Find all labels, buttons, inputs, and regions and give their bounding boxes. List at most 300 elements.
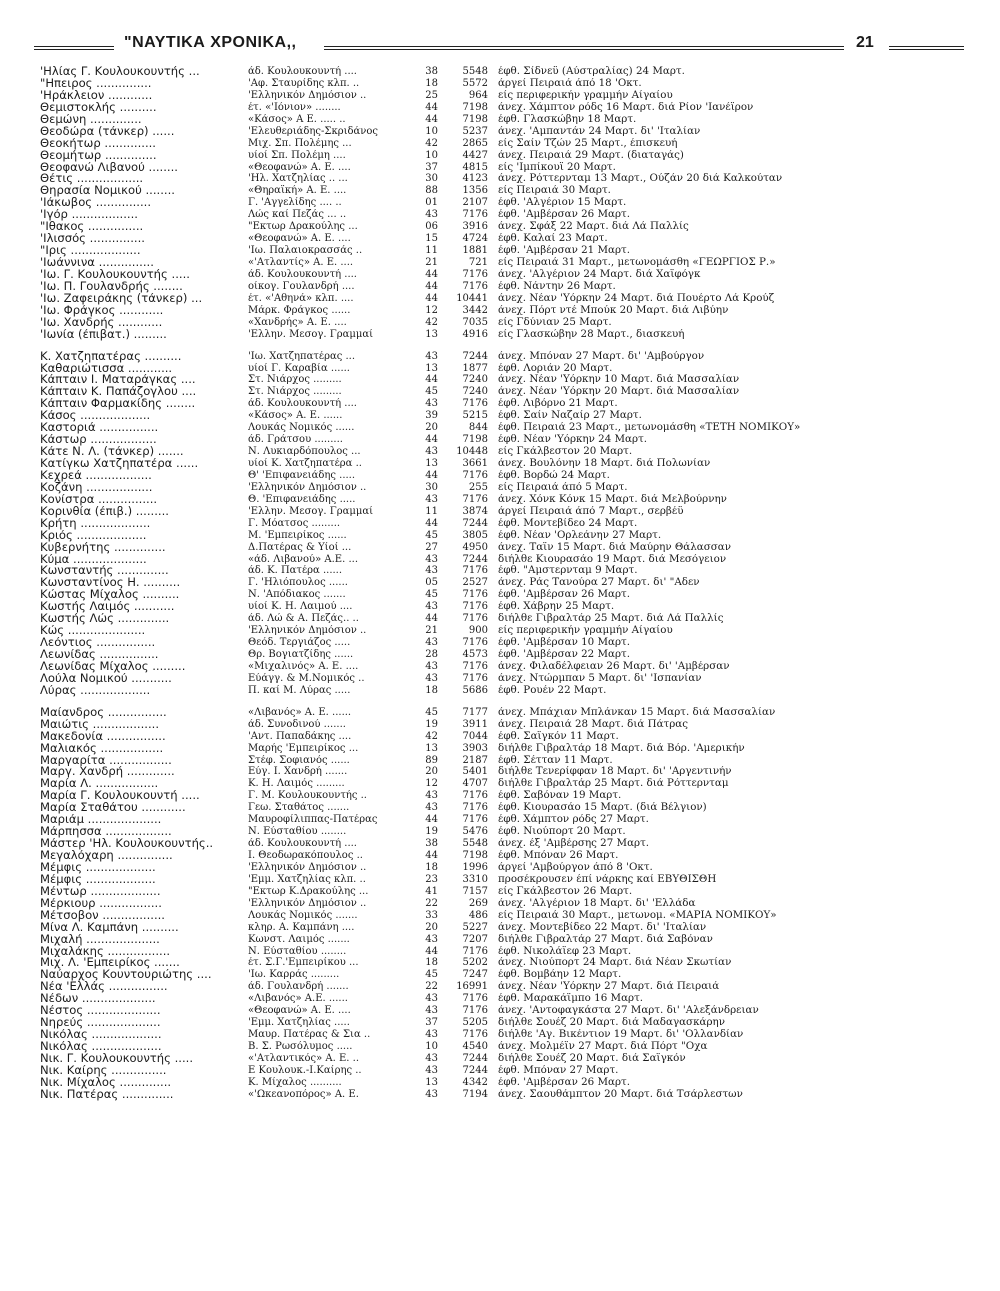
tonnage: 269 xyxy=(468,897,488,909)
movement-status: άνεχ. Χάμπτον ρόδς 16 Μαρτ. διά Ρίον 'Ιανέϊρον xyxy=(498,101,754,113)
table-row xyxy=(40,1029,990,1041)
owner: «Λιβανός» Α.Ε. ...... xyxy=(248,993,348,1005)
owner: υίοί Κ. Χατζηπατέρα .. xyxy=(248,458,362,469)
ship-name: Μαίανδρος ................ xyxy=(40,706,167,719)
ship-name: 'Ιω. Χανδρής ............ xyxy=(40,316,163,329)
build-year: 22 xyxy=(425,981,438,993)
build-year: 44 xyxy=(425,945,438,957)
tonnage: 7176 xyxy=(462,1029,488,1041)
table-row xyxy=(40,625,990,637)
header-rule-middle xyxy=(324,46,844,50)
build-year: 44 xyxy=(425,280,438,292)
owner: Μαυροφίλιππας-Πατέρας xyxy=(248,814,378,826)
table-row xyxy=(40,874,990,886)
table-row xyxy=(40,707,990,719)
movement-status: έφθ. Νέαν 'Ορλεάνην 27 Μαρτ. xyxy=(498,529,662,541)
table-row xyxy=(40,197,990,209)
ship-name: Κωνσταντής .............. xyxy=(40,565,169,578)
table-row xyxy=(40,1053,990,1065)
tonnage: 2187 xyxy=(462,754,488,766)
owner: κληρ. Α. Καμπάνη .... xyxy=(248,921,355,933)
table-row xyxy=(40,482,990,494)
build-year: 10 xyxy=(425,125,438,137)
tonnage: 7244 xyxy=(462,517,488,529)
table-row xyxy=(40,126,990,138)
owner: Γ. 'Αγγελίδης .... .. xyxy=(248,197,342,209)
build-year: 44 xyxy=(425,814,438,826)
tonnage: 5202 xyxy=(462,957,488,969)
build-year: 43 xyxy=(425,565,438,577)
table-row xyxy=(40,257,990,269)
movement-status: είς Γλασκώβην 28 Μαρτ., διασκευή xyxy=(498,328,685,340)
movement-status: άνεχ. Μπόναν 27 Μαρτ. δι' 'Αμβούργον xyxy=(498,350,705,362)
owner: «Χανδρής» Α. Ε. .... xyxy=(248,316,347,328)
tonnage: 1881 xyxy=(462,245,488,257)
movement-status: έφθ. Νικολάϊεφ 23 Μαρτ. xyxy=(498,945,632,957)
movement-status: έφθ. 'Αμβέρσαν 10 Μαρτ. xyxy=(498,637,630,649)
ship-name: Μέντωρ ................... xyxy=(40,885,161,898)
ship-name: "Ηπειρος ............... xyxy=(40,77,152,90)
movement-status: έφθ. 'Αμβέρσαν 21 Μαρτ. xyxy=(498,245,630,257)
build-year: 20 xyxy=(425,422,438,434)
movement-status: είς Πειραιά 30 Μαρτ. xyxy=(498,185,611,197)
ship-name: Θεοκήτωρ .............. xyxy=(40,137,156,150)
tonnage: 10441 xyxy=(456,292,488,304)
owner: "Εκτωρ Κ.Δρακούλης ... xyxy=(248,885,369,897)
movement-status: προσέκρουσεν έπί νάρκης καί ΕΒΥΘΙΣΘΗ xyxy=(498,873,717,885)
table-row xyxy=(40,814,990,826)
build-year: 43 xyxy=(425,637,438,649)
movement-status: διήλθε Σουέζ 20 Μαρτ. διά Μαδαγασκάρην xyxy=(498,1017,725,1029)
owner: Μ. 'Εμπειρίκος ...... xyxy=(248,529,347,541)
ship-name: Νέδων .................... xyxy=(40,993,156,1006)
build-year: 18 xyxy=(425,77,438,89)
table-row xyxy=(40,434,990,446)
movement-status: είς περιφερικήν γραμμήν Αίγαίου xyxy=(498,89,673,101)
ship-name: 'Ιάκωβος ............... xyxy=(40,197,152,210)
table-row xyxy=(40,162,990,174)
tonnage: 5205 xyxy=(462,1017,488,1029)
tonnage: 7176 xyxy=(462,660,488,672)
table-row xyxy=(40,862,990,874)
table-row xyxy=(40,386,990,398)
build-year: 13 xyxy=(425,362,438,374)
ship-name: Κ. Χατζηπατέρας .......... xyxy=(40,350,182,363)
build-year: 11 xyxy=(425,505,438,517)
build-year: 43 xyxy=(425,802,438,814)
build-year: 10 xyxy=(425,149,438,161)
tonnage: 7207 xyxy=(462,933,488,945)
tonnage: 4540 xyxy=(462,1041,488,1052)
owner: Μάρκ. Φράγκος ...... xyxy=(248,304,351,316)
build-year: 37 xyxy=(425,1017,438,1029)
owner: Κωνστ. Λαιμός ....... xyxy=(248,933,350,945)
owner: Ε Κουλουκ.-Ι.Καίρης .. xyxy=(248,1064,362,1076)
owner: 'Ιω. Παλαιοκρασσάς .. xyxy=(248,245,363,257)
tonnage: 7240 xyxy=(462,374,488,386)
tonnage: 5401 xyxy=(462,766,488,778)
movement-status: άνεχ. Πειραιά 28 Μαρτ. διά Πάτρας xyxy=(498,718,688,730)
tonnage: 3911 xyxy=(462,718,488,730)
tonnage: 4815 xyxy=(462,161,488,173)
build-year: 06 xyxy=(425,221,438,233)
build-year: 20 xyxy=(425,921,438,933)
movement-status: άνεχ. έξ 'Αμβέρσης 27 Μαρτ. xyxy=(498,838,650,850)
owner: Π. καί Μ. Λύρας ..... xyxy=(248,684,351,696)
build-year: 44 xyxy=(425,850,438,861)
ship-name: Μεγαλόχαρη ............... xyxy=(40,850,173,862)
ship-name: 'Ιωνία (έπιβατ.) ......... xyxy=(40,328,167,341)
movement-status: έφθ. Νιούπορτ 20 Μαρτ. xyxy=(498,826,626,838)
movement-status: είς Πειραιά 30 Μαρτ., μετωνομ. «ΜΑΡΙΑ ΝΟΜΙΚΟΥ» xyxy=(498,909,777,921)
build-year: 43 xyxy=(425,933,438,945)
build-year: 44 xyxy=(425,517,438,529)
ship-name: Λεωνίδας ................ xyxy=(40,649,159,661)
table-row xyxy=(40,1065,990,1077)
owner: Γ. Μόατσος ......... xyxy=(248,517,341,529)
build-year: 28 xyxy=(425,649,438,660)
tonnage: 7176 xyxy=(462,802,488,814)
ship-name: Νέα 'Ελλάς ................ xyxy=(40,981,168,994)
table-row xyxy=(40,1077,990,1089)
build-year: 42 xyxy=(425,730,438,742)
table-row xyxy=(40,173,990,185)
owner: Λουκάς Νομικός ....... xyxy=(248,909,358,921)
tonnage: 5548 xyxy=(462,838,488,850)
build-year: 13 xyxy=(425,1076,438,1088)
tonnage: 3903 xyxy=(462,742,488,754)
owner: 'Εμμ. Χατζηλίας κλπ. .. xyxy=(248,873,366,885)
table-row xyxy=(40,565,990,577)
ship-name: 'Ιω. Π. Γουλανδρής ........ xyxy=(40,280,183,293)
tonnage: 10448 xyxy=(456,446,488,458)
ship-name: Μαρία Λ. ................. xyxy=(40,778,159,791)
owner: Θρ. Βογιατζίδης ...... xyxy=(248,649,354,660)
movement-status: άργεί Πειραιά άπό 18 'Οκτ. xyxy=(498,77,642,89)
ship-name: Κορινθία (έπιβ.) ......... xyxy=(40,505,169,518)
table-row xyxy=(40,743,990,755)
table-row xyxy=(40,613,990,625)
table-row xyxy=(40,150,990,162)
tonnage: 844 xyxy=(468,422,488,434)
build-year: 33 xyxy=(425,909,438,921)
owner: άδ. Κουλουκουντή .... xyxy=(248,398,357,410)
tonnage: 4342 xyxy=(462,1076,488,1088)
owner: Ν. Εύσταθίου ........ xyxy=(248,945,347,957)
ship-name: Μέμφις ................... xyxy=(40,873,156,886)
tonnage: 486 xyxy=(468,909,488,921)
ship-name: Κωστής Λώς .............. xyxy=(40,613,170,626)
table-row xyxy=(40,458,990,470)
owner: Κ. Μίχαλος .......... xyxy=(248,1076,342,1088)
build-year: 42 xyxy=(425,137,438,149)
table-row xyxy=(40,661,990,673)
movement-status: άνεχ. Ρόττερνταμ 13 Μαρτ., Ούζάν 20 διά Καλκούταν xyxy=(498,173,783,185)
owner: 'Ελλην. Μεσογ. Γραμμαί xyxy=(248,505,373,517)
ship-name: Νικ. Γ. Κουλουκουντής ..... xyxy=(40,1052,194,1065)
build-year: 45 xyxy=(425,386,438,398)
owner: Στ. Νιάρχος ......... xyxy=(248,386,342,398)
build-year: 15 xyxy=(425,233,438,245)
build-year: 13 xyxy=(425,742,438,754)
owner: «Λιβανός» Α. Ε. ...... xyxy=(248,706,352,718)
owner: άδ. Κουλουκουντή .... xyxy=(248,66,357,77)
owner: υίοί Σπ. Πολέμη .... xyxy=(248,149,346,161)
build-year: 43 xyxy=(425,672,438,684)
ship-name: Μαργαρίτα ................. xyxy=(40,754,172,767)
owner: άδ. Κουλουκουντή .... xyxy=(248,268,357,280)
ship-name: Κωστής Λαιμός ........... xyxy=(40,601,175,614)
build-year: 23 xyxy=(425,873,438,885)
movement-status: άνεχ. Ράς Τανούρα 27 Μαρτ. δι' "Αδεν xyxy=(498,577,700,589)
owner: Δ.Πατέρας & Υίοί ... xyxy=(248,541,352,553)
table-row xyxy=(40,826,990,838)
ship-name: Κοζάνη .................. xyxy=(40,481,153,494)
movement-status: διήλθε Γιβραλτάρ 27 Μαρτ. διά Σαβόναν xyxy=(498,933,713,945)
table-row xyxy=(40,530,990,542)
build-year: 43 xyxy=(425,446,438,458)
ship-name: 'Ηράκλειον ............ xyxy=(40,89,153,102)
ship-name: Μαριάμ .................... xyxy=(40,814,162,827)
table-row xyxy=(40,78,990,90)
tonnage: 4950 xyxy=(462,541,488,553)
table-row xyxy=(40,281,990,293)
tonnage: 5572 xyxy=(462,77,488,89)
table-section xyxy=(40,351,990,697)
table-row xyxy=(40,946,990,958)
movement-status: έφθ. 'Αμβέρσαν 26 Μαρτ. xyxy=(498,1076,630,1088)
table-row xyxy=(40,209,990,221)
owner: Γ. Μ. Κουλουκουντής .. xyxy=(248,790,367,802)
owner: 'Ελληνικόν Δημόσιον .. xyxy=(248,861,367,873)
build-year: 25 xyxy=(425,89,438,101)
tonnage: 7176 xyxy=(462,993,488,1005)
movement-status: έφθ. Καλαί 23 Μαρτ. xyxy=(498,233,608,245)
ship-name: Λεόντιος ................ xyxy=(40,637,156,650)
table-row xyxy=(40,910,990,922)
build-year: 19 xyxy=(425,718,438,730)
build-year: 38 xyxy=(425,66,438,77)
owner: άδ. Κ. Πατέρα ...... xyxy=(248,565,343,577)
movement-status: έφθ. Σίδνεϋ (Αύστραλίας) 24 Μαρτ. xyxy=(498,66,685,77)
table-row xyxy=(40,470,990,482)
owner: Λώς καί Πεζάς ... .. xyxy=(248,209,347,221)
ship-name: "Ιθακος ............... xyxy=(40,221,144,234)
ship-name: Νικόλας ................... xyxy=(40,1029,162,1042)
ship-movements-table xyxy=(40,66,990,1111)
header-rule-right xyxy=(889,46,964,50)
table-row xyxy=(40,922,990,934)
movement-status: άνεχ. Πόρτ ντέ Μπούκ 20 Μαρτ. διά Λιβύην xyxy=(498,304,729,316)
movement-status: είς Πειραιά 31 Μαρτ., μετωνομάσθη «ΓΕΩΡΓΙΟΣ Ρ.» xyxy=(498,257,776,268)
owner: Μαυρ. Πατέρας & Σια .. xyxy=(248,1029,371,1041)
owner: Στέφ. Σοφιανός ...... xyxy=(248,754,350,766)
table-row xyxy=(40,269,990,281)
movement-status: έφθ. Μπόναν 27 Μαρτ. xyxy=(498,1064,619,1076)
movement-status: διήλθε Γιβραλτάρ 25 Μαρτ. διά Λά Παλλίς xyxy=(498,613,724,625)
build-year: 37 xyxy=(425,161,438,173)
ship-name: Κώστας Μίχαλος .......... xyxy=(40,589,180,602)
movement-status: διήλθε Γιβραλτάρ 18 Μαρτ. διά Βόρ. 'Αμερικήν xyxy=(498,742,745,754)
table-row xyxy=(40,410,990,422)
movement-status: άνεχ. Μοντεβίδεο 22 Μαρτ. δι' 'Ιταλίαν xyxy=(498,921,707,933)
table-row xyxy=(40,66,990,78)
tonnage: 7176 xyxy=(462,814,488,826)
table-row xyxy=(40,601,990,613)
build-year: 21 xyxy=(425,625,438,637)
ship-name: Μαλιακός ................. xyxy=(40,742,164,755)
tonnage: 1877 xyxy=(462,362,488,374)
table-row xyxy=(40,1041,990,1053)
table-row xyxy=(40,138,990,150)
owner: άδ. Κουλουκουντή .... xyxy=(248,838,357,850)
ship-name: Κάπταιν Ι. Ματαράγκας .... xyxy=(40,374,196,387)
build-year: 43 xyxy=(425,350,438,362)
table-row xyxy=(40,957,990,969)
table-row xyxy=(40,494,990,506)
owner: «άδ. Λιβανού» Α.Ε. ... xyxy=(248,553,358,565)
build-year: 30 xyxy=(425,481,438,493)
table-row xyxy=(40,886,990,898)
tonnage: 7176 xyxy=(462,469,488,481)
tonnage: 3310 xyxy=(462,873,488,885)
ship-name: 'Ιω. Ζαφειράκης (τάνκερ) ... xyxy=(40,292,203,305)
table-row xyxy=(40,577,990,589)
tonnage: 5686 xyxy=(462,684,488,696)
build-year: 13 xyxy=(425,458,438,469)
build-year: 44 xyxy=(425,469,438,481)
ship-name: Θεμιστοκλής .......... xyxy=(40,101,157,114)
movement-status: είς περιφερικήν γραμμήν Αίγαίου xyxy=(498,625,673,637)
movement-status: έφθ. Χάβρην 25 Μαρτ. xyxy=(498,601,615,613)
movement-status: έφθ. Βομβάην 12 Μαρτ. xyxy=(498,969,622,981)
owner: «Θηραϊκή» Α. Ε. .... xyxy=(248,185,347,197)
tonnage: 7035 xyxy=(462,316,488,328)
tonnage: 900 xyxy=(468,625,488,637)
build-year: 44 xyxy=(425,374,438,386)
owner: Κ. Η. Λαιμός ......... xyxy=(248,778,345,790)
build-year: 43 xyxy=(425,209,438,221)
owner: 'Ελληνικόν Δημόσιον .. xyxy=(248,625,367,637)
owner: Εύγ. Ι. Χανδρή ....... xyxy=(248,766,348,778)
page-header xyxy=(34,34,964,54)
movement-status: έφθ. 'Αμβέρσαν 22 Μαρτ. xyxy=(498,649,630,660)
movement-status: έφθ. Νέαν 'Υόρκην 24 Μαρτ. xyxy=(498,434,648,446)
ship-name: Θεοφανώ Λιβανού ........ xyxy=(40,161,178,174)
tonnage: 7176 xyxy=(462,945,488,957)
owner: 'Αντ. Παπαδάκης .... xyxy=(248,730,352,742)
owner: άδ. Λώ & Α. Πεζάς.. .. xyxy=(248,613,359,625)
ship-name: Νικόλας ................... xyxy=(40,1041,162,1053)
build-year: 18 xyxy=(425,684,438,696)
tonnage: 5237 xyxy=(462,125,488,137)
ship-name: Μέμφις ................... xyxy=(40,861,156,874)
build-year: 18 xyxy=(425,861,438,873)
tonnage: 4427 xyxy=(462,149,488,161)
table-row xyxy=(40,934,990,946)
tonnage: 2527 xyxy=(462,577,488,589)
movement-status: άνεχ. Νιούπορτ 24 Μαρτ. διά Νέαν Σκωτίαν xyxy=(498,957,732,969)
owner: Γεω. Σταθάτος ....... xyxy=(248,802,350,814)
owner: «Θεοφανώ» Α. Ε. .... xyxy=(248,1005,351,1017)
table-row xyxy=(40,850,990,862)
tonnage: 1356 xyxy=(462,185,488,197)
tonnage: 2865 xyxy=(462,137,488,149)
tonnage: 964 xyxy=(468,89,488,101)
build-year: 43 xyxy=(425,398,438,410)
owner: 'Εμμ. Χατζηλίας ..... xyxy=(248,1017,350,1029)
ship-name: Κάπταιν Κ. Παπάζογλου .... xyxy=(40,386,197,399)
movement-status: έφθ. Σέτταν 11 Μαρτ. xyxy=(498,754,613,766)
movement-status: άνεχ. Ντώρμπαν 5 Μαρτ. δι' 'Ισπανίαν xyxy=(498,672,702,684)
build-year: 44 xyxy=(425,101,438,113)
ship-name: Κώς ..................... xyxy=(40,625,146,638)
movement-status: είς Σαίν Τζών 25 Μαρτ., έπισκευή xyxy=(498,137,678,149)
movement-status: έφθ. Ρουέν 22 Μαρτ. xyxy=(498,684,607,696)
build-year: 13 xyxy=(425,328,438,340)
table-row xyxy=(40,731,990,743)
table-row xyxy=(40,969,990,981)
ship-name: Κάσος ................... xyxy=(40,410,151,423)
tonnage: 16991 xyxy=(456,981,488,993)
table-row xyxy=(40,802,990,814)
ship-name: Νικ. Πατέρας .............. xyxy=(40,1088,174,1101)
movement-status: έφθ. 'Αμβέρσαν 26 Μαρτ. xyxy=(498,209,630,221)
movement-status: άνεχ. Χόνκ Κόνκ 15 Μαρτ. διά Μελβούρνην xyxy=(498,493,727,505)
movement-status: έφθ. Λοριάν 20 Μαρτ. xyxy=(498,362,613,374)
table-row xyxy=(40,317,990,329)
owner: Ν. 'Απόδιακος ....... xyxy=(248,589,346,601)
build-year: 43 xyxy=(425,601,438,613)
build-year: 43 xyxy=(425,1029,438,1041)
build-year: 12 xyxy=(425,778,438,790)
owner: "Εκτωρ Δρακούλης ... xyxy=(248,221,358,233)
build-year: 05 xyxy=(425,577,438,589)
ship-name: Κρήτη ................... xyxy=(40,517,151,530)
ship-name: Κυβερνήτης .............. xyxy=(40,541,166,554)
table-row xyxy=(40,518,990,530)
table-row xyxy=(40,422,990,434)
tonnage: 7176 xyxy=(462,493,488,505)
build-year: 44 xyxy=(425,292,438,304)
build-year: 44 xyxy=(425,434,438,446)
build-year: 43 xyxy=(425,1088,438,1100)
movement-status: έφθ. Βορδώ 24 Μαρτ. xyxy=(498,469,610,481)
ship-name: Θεομήτωρ .............. xyxy=(40,149,157,162)
ship-name: Μαρία Σταθάτου ............ xyxy=(40,802,186,815)
table-row xyxy=(40,398,990,410)
movement-status: είς Γκάλβεστον 20 Μαρτ. xyxy=(498,446,633,458)
owner: «Θεοφανώ» Α. Ε. .... xyxy=(248,161,351,173)
owner: Θ. 'Επιφανειάδης ..... xyxy=(248,493,356,505)
ship-name: Νικ. Μίχαλος .............. xyxy=(40,1076,172,1089)
table-row xyxy=(40,114,990,126)
tonnage: 721 xyxy=(468,257,488,268)
tonnage: 7176 xyxy=(462,268,488,280)
build-year: 45 xyxy=(425,529,438,541)
movement-status: άργεί 'Αμβούργον άπό 8 'Οκτ. xyxy=(498,861,653,873)
ship-name: Μιχ. Λ. 'Εμπειρίκος ....... xyxy=(40,957,180,970)
tonnage: 7198 xyxy=(462,850,488,861)
ship-name: 'Ιω. Γ. Κουλουκουντής ..... xyxy=(40,268,190,281)
movement-status: άνεχ. Νέαν 'Υόρκην 24 Μαρτ. διά Πουέρτο Λά Κρούζ xyxy=(498,292,775,304)
ship-name: Θέτις .................. xyxy=(40,173,144,186)
ship-name: Μαργ. Χανδρή ............. xyxy=(40,766,175,779)
build-year: 39 xyxy=(425,410,438,422)
tonnage: 7198 xyxy=(462,113,488,125)
table-row xyxy=(40,185,990,197)
table-row xyxy=(40,374,990,386)
